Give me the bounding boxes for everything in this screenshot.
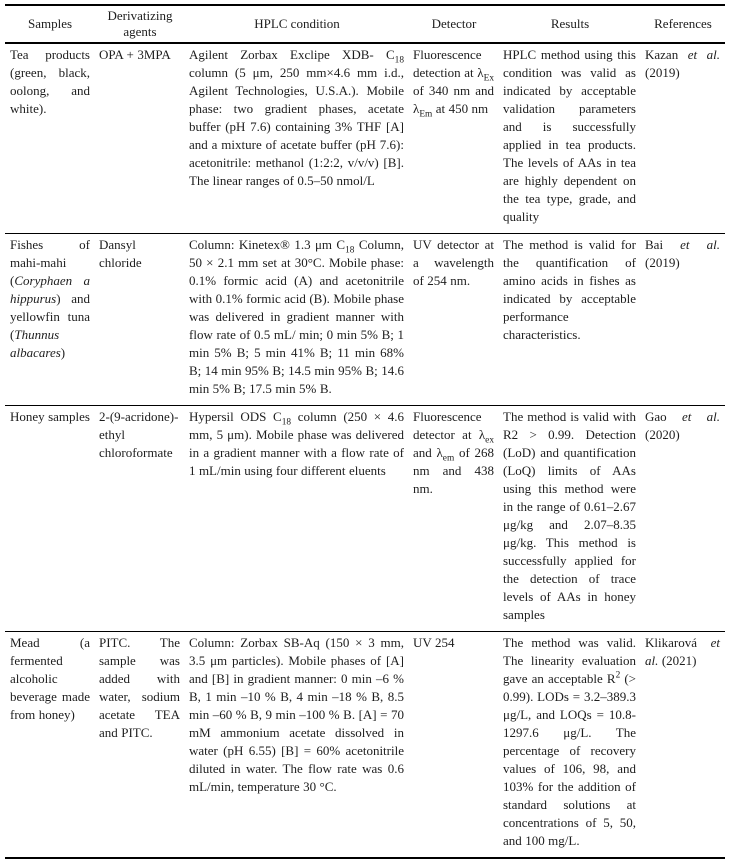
hplc-methods-table bbox=[5, 4, 725, 859]
cell-derivatizing-agent: OPA + 3MPA bbox=[99, 47, 171, 62]
table-row-honey bbox=[5, 406, 725, 632]
table-row-fishes bbox=[5, 234, 725, 406]
cell-results: The method is valid with R2 > 0.99. Detection (LoD) and quantification (LoQ) limits of AAs using this method were in the range of 0.61–2.67 μg/kg and 2.07–8.35 μg/kg. This method is successfully applied for the detection of trace levels of AAs in honey samples bbox=[503, 409, 636, 622]
column-header-references: References bbox=[654, 16, 712, 31]
cell-samples: Fishes of mahi-mahi (Coryphaen a hippurus) and yellowfin tuna (Thunnus albacares) bbox=[10, 237, 90, 360]
cell-samples: Mead (a fermented alcoholic beverage made from honey) bbox=[10, 635, 90, 722]
column-header-detector: Detector bbox=[431, 16, 477, 31]
column-header-results: Results bbox=[550, 16, 590, 31]
cell-samples: Tea products (green, black, oolong, and white). bbox=[10, 47, 90, 116]
cell-derivatizing-agent: Dansyl chloride bbox=[99, 237, 142, 270]
cell-reference: Kazan et al. (2019) bbox=[645, 47, 720, 80]
cell-detector: UV detector at a wavelength of 254 nm. bbox=[413, 237, 494, 288]
cell-results: HPLC method using this condition was valid as indicated by acceptable validation parameters and is successfully applied in tea products. The levels of AAs in tea are highly dependent on the tea type, grade, and quality bbox=[503, 47, 636, 224]
cell-results: The method is valid for the quantification of amino acids in fishes as indicated by acceptable performance characteristics. bbox=[503, 237, 636, 342]
table-header-row bbox=[5, 5, 725, 43]
table-row-mead bbox=[5, 632, 725, 859]
table-row-tea-products bbox=[5, 43, 725, 234]
cell-derivatizing-agent: PITC. The sample was added with water, sodium acetate TEA and PITC. bbox=[99, 635, 180, 740]
cell-detector: Fluorescence detection at $\lambda_{Ex}$ of 340 nm and $\lambda_{Em}$ at 450 nm bbox=[413, 47, 494, 120]
cell-hplc-condition: Column: Kinetex® 1.3 μm $C_{18}$ Column, 50 × 2.1 mm set at 30°C. Mobile phase: 0.1% formic acid (A) and acetonitrile with 0.1% formic acid (B). Mobile phase was delivered in gradient manner with flow rate of 0.5 mL/ min; 0 min 5% B; 1 min 5% B; 5 min 41% B; 11 min 68% B; 14 min 95% B; 14.5 min 95% B; 14.6 min 5% B; 17.5 min 5% B. bbox=[189, 237, 404, 396]
cell-detector: Fluorescence detector at $\lambda_{ex}$ and $\lambda_{em}$ of 268 nm and 438 nm. bbox=[413, 409, 494, 496]
column-header-derivatizing-agents: Derivatizing agents bbox=[107, 8, 173, 39]
cell-reference: Bai et al. (2019) bbox=[645, 237, 720, 270]
cell-reference: Klikarová et al. (2021) bbox=[645, 635, 720, 668]
cell-derivatizing-agent: 2-(9-acridone)-ethyl chloroformate bbox=[99, 409, 179, 460]
cell-hplc-condition: Hypersil ODS $C_{18}$ column (250 × 4.6 mm, 5 μm). Mobile phase was delivered in a gradient manner with a flow rate of 1 mL/min using four different eluents bbox=[189, 409, 404, 478]
cell-detector: UV 254 bbox=[413, 635, 455, 650]
column-header-hplc-condition: HPLC condition bbox=[254, 16, 340, 31]
cell-reference: Gao et al. (2020) bbox=[645, 409, 720, 442]
cell-hplc-condition: Agilent Zorbax Exclipe XDB- $C_{18}$ column (5 μm, 250 mm×4.6 mm i.d., Agilent Technologies, U.S.A.). Mobile phase: two gradient phases, acetate buffer (pH 7.6) containing 3% THF [A] and a mixture of acetate buffer (pH 7.6): acetonitrile: methanol (1:2:2, v/v/v) [B]. The linear ranges of 0.5–50 nmol/L bbox=[189, 47, 404, 188]
cell-samples: Honey samples bbox=[10, 409, 90, 424]
cell-hplc-condition: Column: Zorbax SB-Aq (150 × 3 mm, 3.5 μm particles). Mobile phases of [A] and [B] in gradient manner: 0 min –6 % B, 1 min –10 % B, 4 min –18 % B, 8.5 min –60 % B, 9 min –100 % B. [A] = 70 mM ammonium acetate dissolved in water (pH 6.55) [B] = 60% acetonitrile diluted in water. The flow rate was 0.6 mL/min, temperature 30 °C. bbox=[189, 635, 404, 794]
cell-results: The method was valid. The linearity evaluation gave an acceptable $R^2$ (> 0.99). LODs = 3.2–389.3 μg/L, and LOQs = 10.8-1297.6 μg/L. The percentage of recovery values of 106, 98, and 103% for the addition of standard solutions at concentrations of 5, 50, and 100 mg/L. bbox=[503, 635, 636, 848]
column-header-samples: Samples bbox=[27, 16, 73, 31]
